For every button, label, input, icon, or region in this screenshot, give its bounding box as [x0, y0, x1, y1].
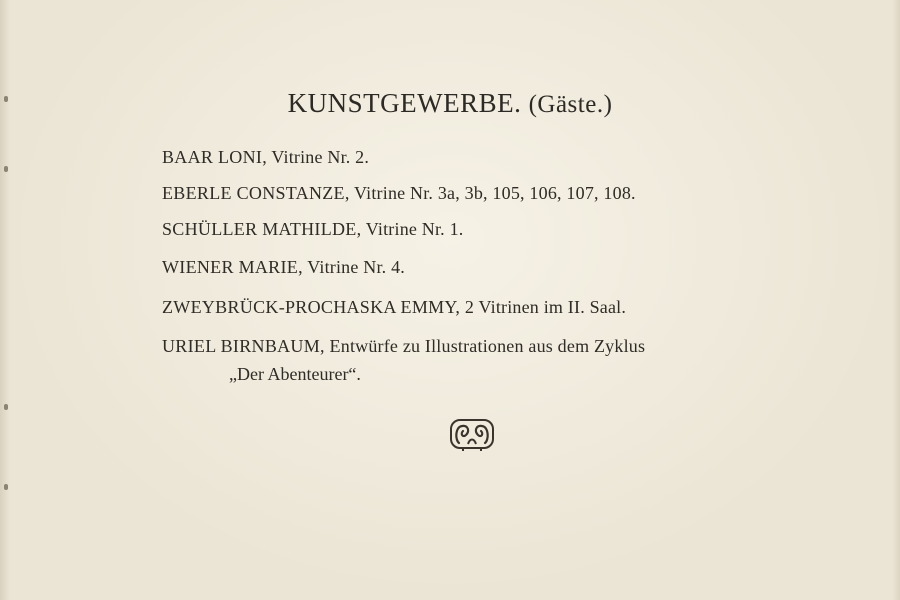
entry-details: Vitrine Nr. 4. [307, 257, 405, 277]
entry-name: ZWEYBRÜCK-PROCHASKA EMMY, [162, 297, 461, 317]
entry-name: BAAR LONI, [162, 147, 267, 167]
list-item [162, 183, 636, 204]
list-item [162, 219, 464, 240]
entry-name: WIENER MARIE, [162, 257, 303, 277]
entry-details: Entwürfe zu Illustrationen aus dem Zyklus [329, 336, 646, 356]
binding-mark [4, 484, 8, 490]
title-main: KUNSTGEWERBE. [287, 88, 522, 118]
entry-name: SCHÜLLER MATHILDE, [162, 219, 362, 239]
binding-mark [4, 404, 8, 410]
entry-name: EBERLE CONSTANZE, [162, 183, 350, 203]
entry-name: URIEL BIRNBAUM, [162, 336, 325, 356]
page-title [0, 88, 900, 119]
entry-details: Vitrine Nr. 1. [365, 219, 464, 239]
list-item [162, 147, 369, 168]
list-item [162, 297, 626, 318]
entry-continuation: „Der Abenteurer“. [229, 364, 361, 384]
entry-details: 2 Vitrinen im II. Saal. [464, 297, 627, 317]
list-item [162, 257, 405, 278]
entry-details: Vitrine Nr. 2. [271, 147, 370, 167]
art-nouveau-ornament-icon [449, 418, 495, 452]
binding-mark [4, 166, 8, 172]
title-sub: (Gäste.) [528, 91, 613, 118]
entry-details: Vitrine Nr. 3a, 3b, 105, 106, 107, 108. [354, 183, 636, 203]
list-item [162, 336, 645, 357]
